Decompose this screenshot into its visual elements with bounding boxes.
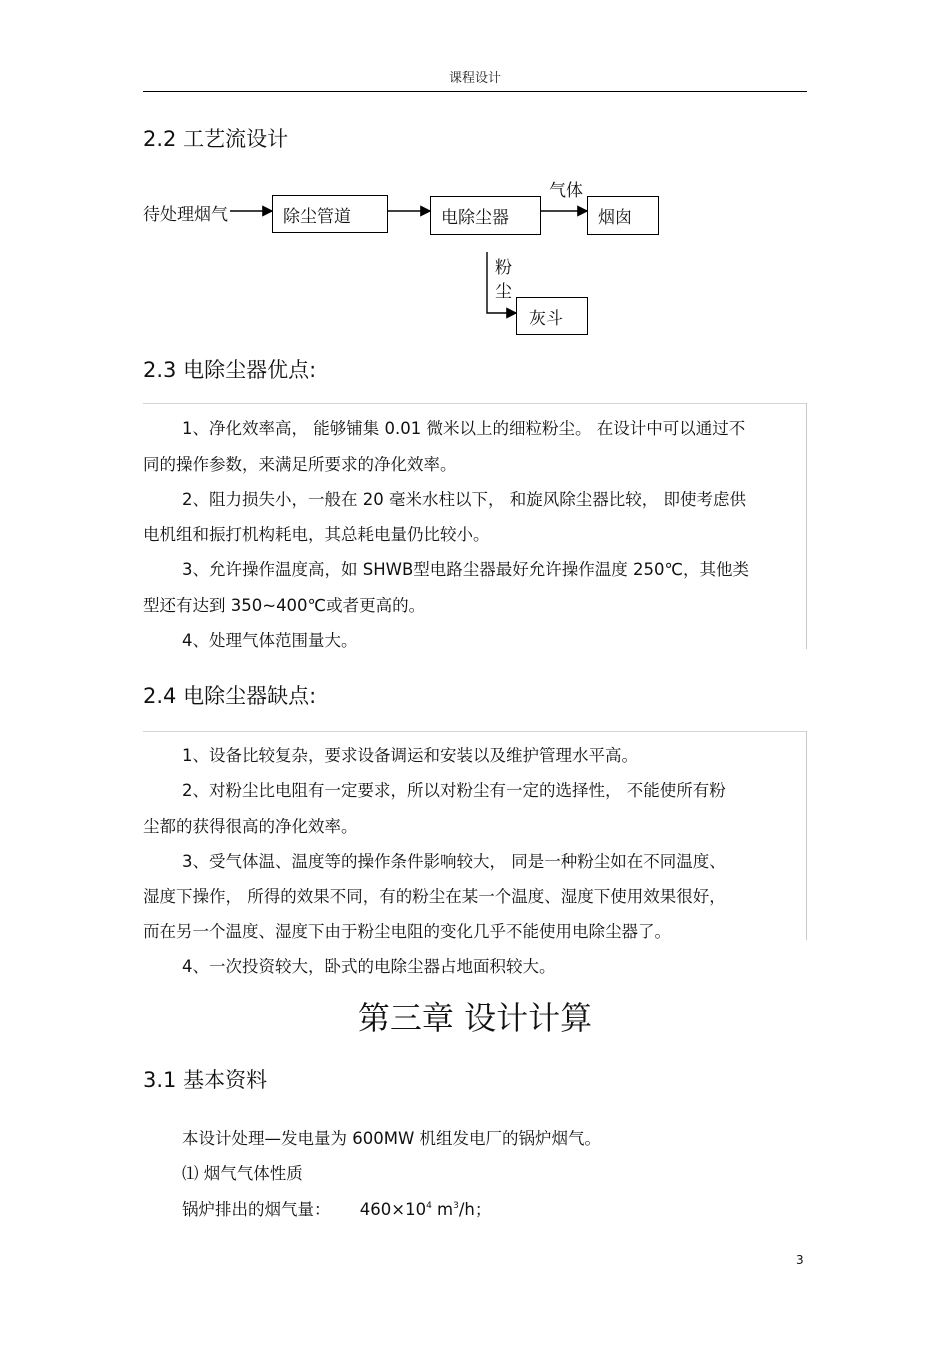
advantage-line: 同的操作参数，来满足所要求的净化效率。 — [143, 455, 457, 474]
disadvantage-line: 1、设备比较复杂，要求设备调运和安装以及维护管理水平高。 — [182, 746, 638, 765]
flow-box-chimney: 烟囱 — [587, 196, 659, 235]
advantage-line: 1、净化效率高， 能够铺集 0.01 微米以上的细粒粉尘。 在设计中可以通过不 — [182, 419, 746, 438]
section-3-1-heading: 3.1 基本资料 — [143, 1068, 268, 1092]
flue-gas-volume-line — [182, 1196, 491, 1220]
advantage-line: 电机组和振打机构耗电，其总耗电量仍比较小。 — [143, 525, 490, 544]
section-2-3-heading: 2.3 电除尘器优点: — [143, 358, 317, 382]
flow-box-precipitator: 电除尘器 — [430, 196, 541, 235]
basic-info-line-2: ⑴ 烟气气体性质 — [182, 1164, 303, 1183]
advantages-panel-top — [143, 403, 807, 404]
disadvantages-panel-right-border — [806, 731, 807, 940]
advantage-line: 2、阻力损失小，一般在 20 毫米水柱以下， 和旋风除尘器比较， 即使考虑供 — [182, 490, 746, 509]
flow-connectors — [0, 0, 950, 345]
disadvantage-line: 湿度下操作， 所得的效果不同，有的粉尘在某一个温度、湿度下使用效果很好， — [143, 887, 726, 906]
flow-input-label: 待处理烟气 — [143, 205, 228, 225]
disadvantage-line: 4、一次投资较大，卧式的电除尘器占地面积较大。 — [182, 957, 556, 976]
flow-box-hopper: 灰斗 — [516, 297, 588, 335]
flow-gas-label: 气体 — [549, 181, 583, 201]
section-2-4-heading: 2.4 电除尘器缺点: — [143, 684, 317, 708]
advantage-line: 4、处理气体范围量大。 — [182, 631, 358, 650]
flow-dust-label-2: 尘 — [495, 282, 512, 302]
flue-gas-volume-value: $460\times 10^4$ $m^3/h$； — [359, 1200, 492, 1219]
advantages-panel-right-border — [806, 403, 807, 649]
disadvantage-line: 2、对粉尘比电阻有一定要求，所以对粉尘有一定的选择性， 不能使所有粉 — [182, 781, 726, 800]
flow-dust-label-1: 粉 — [495, 258, 512, 278]
flue-gas-volume-label: 锅炉排出的烟气量： — [182, 1200, 331, 1219]
chapter-title: 第三章 设计计算 — [357, 999, 593, 1037]
disadvantage-line: 3、受气体温、温度等的操作条件影响较大， 同是一种粉尘如在不同温度、 — [182, 852, 726, 871]
flow-box-pipe: 除尘管道 — [272, 195, 388, 233]
advantage-line: 3、允许操作温度高，如 SHWB型电路尘器最好允许操作温度 250℃，其他类 — [182, 560, 750, 579]
page-header-title: 课程设计 — [448, 71, 501, 86]
section-2-2-heading: 2.2 工艺流设计 — [143, 127, 289, 151]
disadvantages-panel-top — [143, 731, 807, 732]
disadvantage-line: 而在另一个温度、湿度下由于粉尘电阻的变化几乎不能使用电除尘器了。 — [143, 922, 671, 941]
disadvantage-line: 尘都的获得很高的净化效率。 — [143, 817, 358, 836]
basic-info-line-1: 本设计处理—发电量为 600MW 机组发电厂的锅炉烟气。 — [182, 1129, 602, 1148]
advantage-line: 型还有达到 350~400℃或者更高的。 — [143, 596, 426, 615]
page-number: 3 — [796, 1253, 804, 1267]
